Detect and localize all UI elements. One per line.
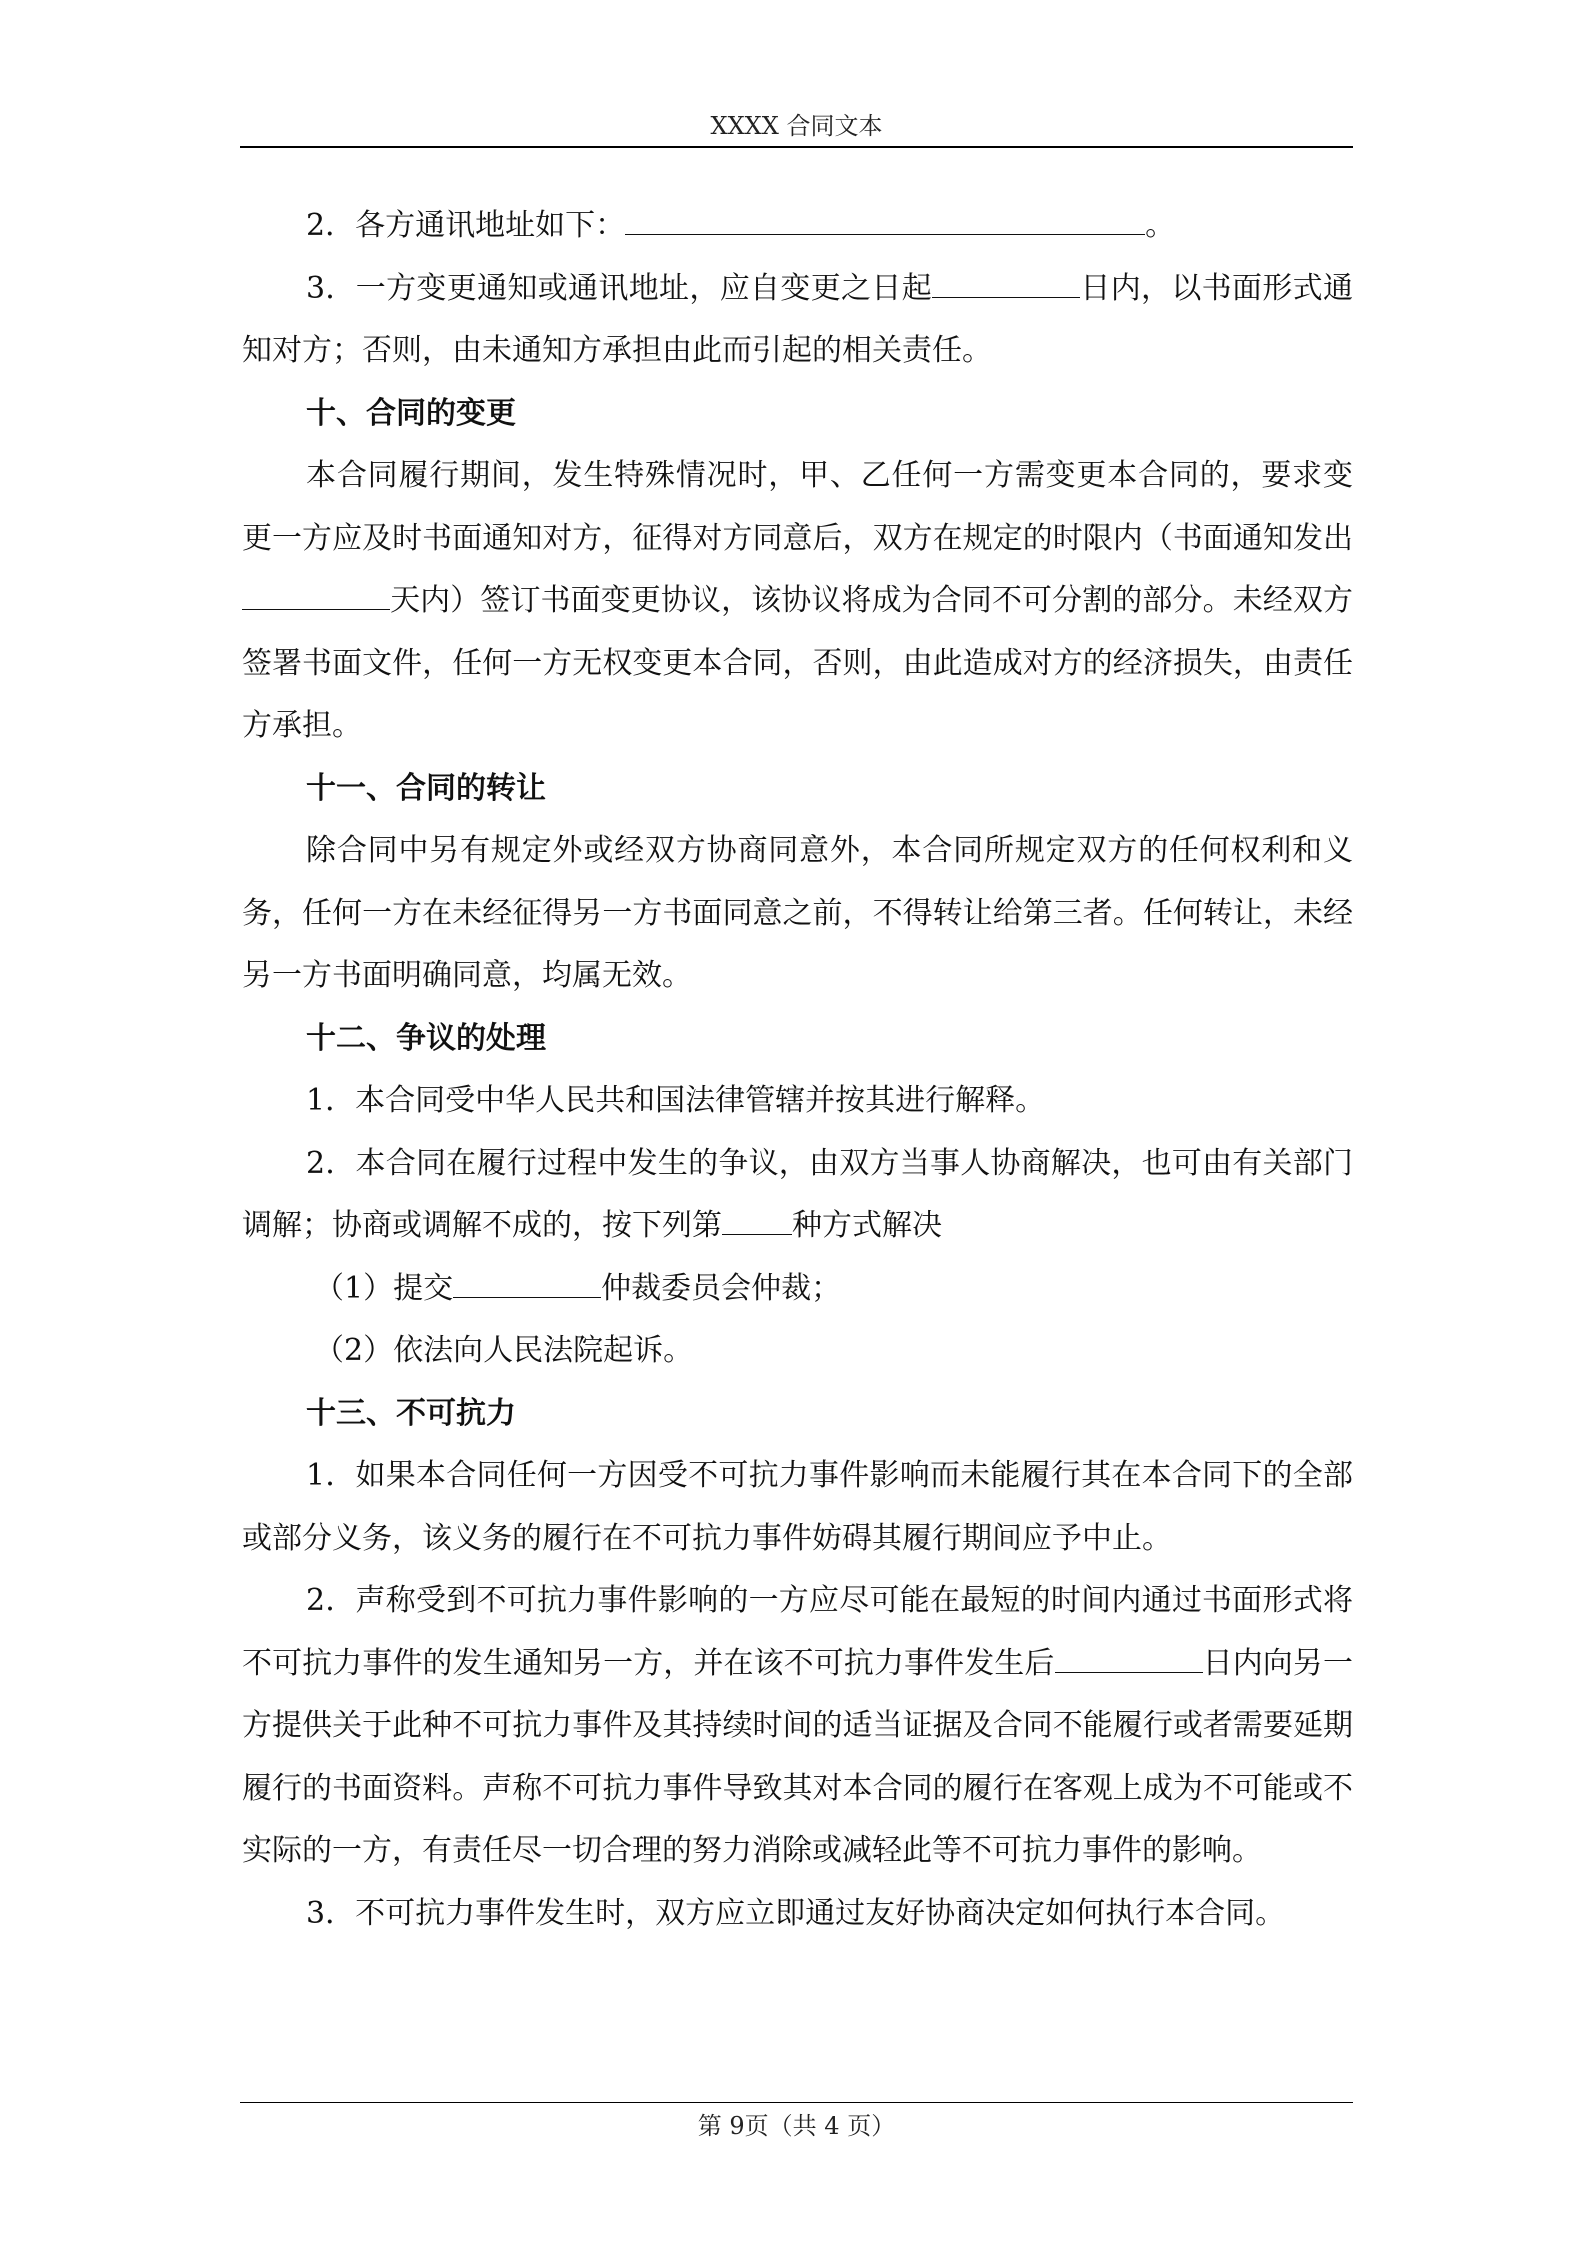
arbitration-option-text-b: 仲裁委员会仲裁； [601, 1270, 842, 1306]
section-heading-11: 十一、合同的转让 [306, 770, 546, 806]
force-majeure-paragraph-1: 1．如果本合同任何一方因受不可抗力事件影响而未能履行其在本合同下的全部或部分义务，该义务的履行在不可抗力事件妨碍其履行期间应予中止。 [242, 1458, 1353, 1556]
document-body [242, 195, 1353, 1945]
clause-address-text: 2．各方通讯地址如下： [306, 208, 626, 243]
dispute-resolution-paragraph [242, 1133, 1353, 1258]
arbitration-option-text-a: （1）提交 [314, 1270, 454, 1306]
clause-change-notice-text-b: 日内，以书面形式通知对方；否则，由未通知方承担由此而引起的相关责任。 [242, 270, 1354, 368]
force-majeure-text-a: 2．声称受到不可抗力事件影响的一方应尽可能在最短的时间内通过书面形式将不可抗力事件的发生通知另一方，并在该不可抗力事件发生后 [242, 1583, 1353, 1681]
days-blank-field [932, 269, 1080, 298]
section-heading-10: 十、合同的变更 [306, 395, 516, 431]
dispute-law-paragraph: 1．本合同受中华人民共和国法律管辖并按其进行解释。 [306, 1083, 1046, 1118]
force-majeure-text-b: 日内向另一方提供关于此种不可抗力事件及其持续时间的适当证据及合同不能履行或者需要延期履行的书面资料。声称不可抗力事件导致其对本合同的履行在客观上成为不可能或不实际的一方，有责任尽一切合理的努力消除或减轻此等不可抗力事件的影响。 [242, 1645, 1353, 1868]
section-heading-12: 十二、争议的处理 [306, 1020, 546, 1056]
dispute-resolution-text-b: 种方式解决 [792, 1208, 942, 1243]
section-heading-13: 十三、不可抗力 [306, 1395, 516, 1431]
page-header-title: XXXX 合同文本 [710, 112, 883, 140]
litigation-option: （2）依法向人民法院起诉。 [314, 1333, 694, 1368]
address-blank-field [625, 206, 1145, 235]
clause-address-end: 。 [1145, 208, 1176, 243]
clause-change-notice-paragraph [242, 258, 1353, 383]
footer-divider [240, 2102, 1353, 2103]
force-majeure-paragraph-2 [242, 1570, 1353, 1883]
dispute-resolution-text-a: 2．本合同在履行过程中发生的争议，由双方当事人协商解决，也可由有关部门调解；协商或调解不成的，按下列第 [242, 1145, 1353, 1243]
contract-change-text-a: 本合同履行期间，发生特殊情况时，甲、乙任何一方需变更本合同的，要求变更一方应及时书面通知对方，征得对方同意后，双方在规定的时限内（书面通知发出 [242, 458, 1353, 556]
contract-transfer-paragraph: 除合同中另有规定外或经双方协商同意外，本合同所规定双方的任何权利和义务，任何一方在未经征得另一方书面同意之前，不得转让给第三者。任何转让，未经另一方书面明确同意，均属无效。 [242, 833, 1353, 993]
contract-change-text-b: 天内）签订书面变更协议，该协议将成为合同不可分割的部分。未经双方签署书面文件，任何一方无权变更本合同，否则，由此造成对方的经济损失，由责任方承担。 [242, 583, 1353, 743]
page-number: 第 9页（共 4 页） [697, 2112, 896, 2140]
header-divider [240, 146, 1353, 148]
clause-change-notice-text-a: 3．一方变更通知或通讯地址，应自变更之日起 [306, 270, 933, 306]
method-number-blank-field [722, 1206, 792, 1235]
evidence-days-blank-field [1055, 1644, 1203, 1673]
contract-change-paragraph [242, 445, 1353, 758]
force-majeure-paragraph-3: 3．不可抗力事件发生时，双方应立即通过友好协商决定如何执行本合同。 [306, 1895, 1286, 1931]
notice-days-blank-field [242, 581, 390, 610]
arbitration-option [242, 1258, 1353, 1321]
clause-address-paragraph [242, 195, 1353, 258]
arbitration-committee-blank-field [453, 1269, 601, 1298]
